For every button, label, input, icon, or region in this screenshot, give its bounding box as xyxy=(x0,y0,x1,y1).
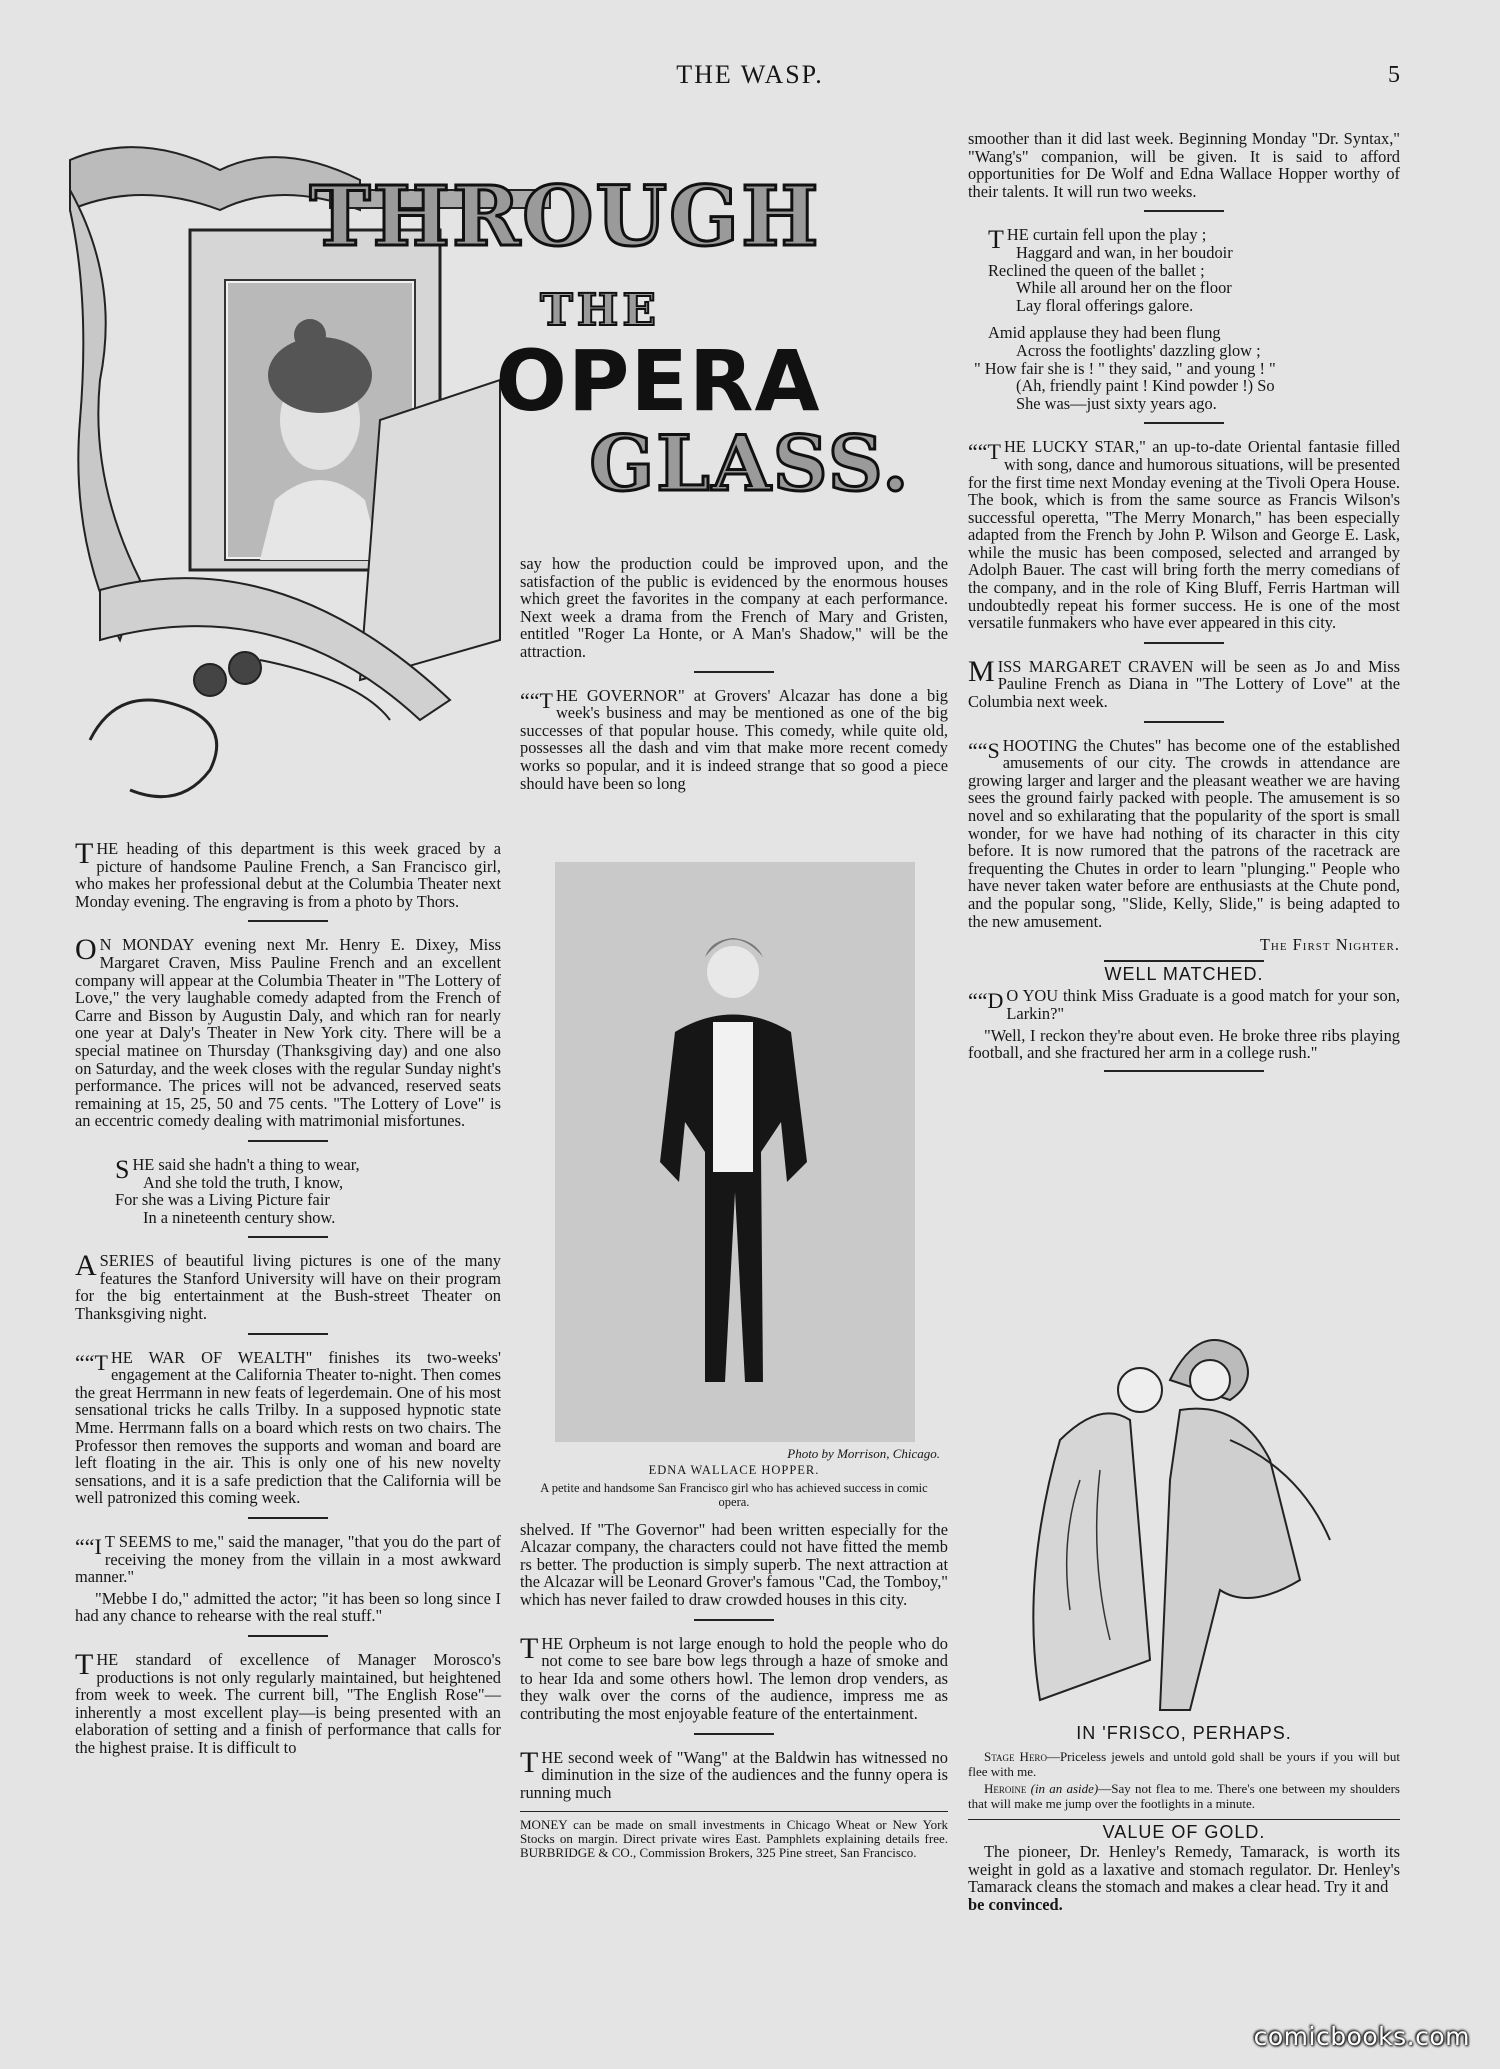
photo-edna-wallace-hopper xyxy=(555,862,915,1442)
heading-value-of-gold: VALUE OF GOLD. xyxy=(1102,1821,1266,1842)
illustration-frisco xyxy=(1000,1280,1360,1720)
poem-queen-of-ballet: THE curtain fell upon the play ; Haggard and wan, in her boudoir Reclined the queen of the ballet ; While all around her on the floor Lay floral offerings galore. Amid applause they had been flung Across the footlights' dazzling glow ; " How fair she is ! " they said, " and young ! " (Ah, friendly paint ! Kind powder !) So She was—just sixty years ago. xyxy=(974,225,1276,413)
title-the: THE xyxy=(540,285,660,336)
divider xyxy=(248,1517,328,1519)
illustration-caption: IN 'FRISCO, PERHAPS. xyxy=(1076,1723,1292,1743)
article-lucky-star: ““T HE LUCKY STAR," an up-to-date Oriental fantasie filled with song, dance and humorous situations, will be presented for the first time next Monday evening at the Tivoli Opera House. The book, which is from the same source as Francis Wilson's successful operetta, "The Merry Monarch," has been especially adapted from the French by John P. Wilson and George E. Lask, while the music has been composed, selected and arranged by Adolph Bauer. The cast will bring forth the merry comedians of the company, and in the role of King Bluff, Ferris Hartman will undoubtedly repeat his former success. He is one of the most versatile funmakers who have ever appeared in this city. xyxy=(968,437,1400,633)
divider xyxy=(694,671,774,673)
column-3-lower xyxy=(968,1725,1400,1914)
column-1 xyxy=(75,837,502,1761)
article-living-pictures: A SERIES of beautiful living pictures is one of the many features the Stanford University will have on their program for the big entertainment at the Bush-street Theater on Thanksgiving night. xyxy=(75,1249,501,1324)
photo-caption: A petite and handsome San Francisco girl who has achieved success in comic opera. xyxy=(540,1480,928,1509)
title-through: THROUGH xyxy=(309,169,821,265)
column-2 xyxy=(520,555,948,796)
anecdote-manager: ““I T SEEMS to me," said the manager, "that you do the part of receiving the money from the villain in a most awkward manner." xyxy=(75,1532,501,1587)
article-morosco: THE standard of excellence of Manager Morosco's productions is not only regularly maintained, but heightened from week to week. The current bill, "The English Rose"—inherently a most excellent play—is being presented with an elaboration of setting and a finish of performance that calls for the highest praise. It is difficult to xyxy=(75,1647,501,1757)
page-number: 5 xyxy=(1388,62,1400,88)
signature: The First Nighter. xyxy=(1259,935,1400,955)
article-margaret-craven: MISS MARGARET CRAVEN will be seen as Jo and Miss Pauline French as Diana in "The Lottery of Love" at the Columbia next week. xyxy=(968,654,1400,712)
divider xyxy=(248,920,328,922)
divider xyxy=(1144,210,1224,212)
article-morosco-cont: say how the production could be improved upon, and the satisfaction of the public is evidenced by the enormous houses which greet the favorites in the company at each performance. Next week a drama from the French of Mary and Gristen, entitled "Roger La Honte, or A Man's Shadow," will be the attraction. xyxy=(520,554,948,661)
article-pauline-french: THE heading of this department is this week graced by a picture of handsome Pauline French, a San Francisco girl, who makes her professional debut at the Columbia Theater next Monday evening. The engraving is from a photo by Thors. xyxy=(75,837,501,911)
article-the-governor: ““T HE GOVERNOR" at Grovers' Alcazar has done a big week's business and may be mentioned as one of the big successes of that popular house. This comedy, while quite old, possesses all the dash and vim that make more recent comedy works so popular, and it is indeed strange that so good a piece should have been so long xyxy=(520,685,948,793)
column-2-lower xyxy=(520,1445,948,1860)
article-wang: THE second week of "Wang" at the Baldwin has witnessed no diminution in the size of the audiences and the funny opera is running much xyxy=(520,1745,948,1802)
masthead: THE WASP. xyxy=(676,60,824,89)
article-lottery-of-love: O N MONDAY evening next Mr. Henry E. Dixey, Miss Margaret Craven, Miss Pauline French and an excellent company will appear at the Columbia Theater in "The Lottery of Love," the very laughable comedy adapted from the French of Carre and Bisson by Augustin Daly, and which ran for nearly one year at Daly's Theater in New York city. There will be a special matinee on Thursday (Thanksgiving day) and one also on Saturday, and the week closes with the regular Sunday night's performance. The prices will not be advanced, reserved seats remaining at 15, 25, 50 and 75 cents. "The Lottery of Love" is an eccentric comedy dealing with matrimonial misfortunes. xyxy=(75,933,501,1131)
photo-name: EDNA WALLACE HOPPER. xyxy=(648,1462,820,1477)
column-3 xyxy=(968,130,1400,1072)
divider xyxy=(248,1333,328,1335)
title-glass: GLASS. xyxy=(589,419,911,508)
article-shooting-chutes: ““S HOOTING the Chutes" has become one of the established amusements of our city. The crowds in attendance are growing larger and larger and the pleasant weather we are having sees the ground fairly packed with people. The amusement is so novel and so exhilarating that the popularity of the sport is small wonder, for we have had nothing of its character in this city before. It is now rumored that the patrons of the racetrack are frequenting the Chutes in order to learn "plunging." People who have never taken water before are enthusiasts at the Chute pond, and the popular song, "Slide, Kelly, Slide," is being adapted to the new amusement. xyxy=(968,735,1400,931)
heading-well-matched: WELL MATCHED. xyxy=(1104,963,1264,984)
advertisement-burbridge: MONEY can be made on small investments in Chicago Wheat or New York Stocks on margin. Direct private wires East. Pamphlets explaining details free. BURBRIDGE & CO., Commission Brokers, 325 Pine street, San Francisco. xyxy=(520,1811,948,1860)
divider xyxy=(694,1733,774,1735)
joke-well-matched-q: ““D O YOU think Miss Graduate is a good match for your son, Larkin?" xyxy=(968,986,1400,1023)
joke-well-matched-a: "Well, I reckon they're about even. He broke three ribs playing football, and she fractured her arm in a college rush." xyxy=(968,1025,1400,1063)
photo-credit: Photo by Morrison, Chicago. xyxy=(787,1446,940,1461)
title-opera: OPERA xyxy=(495,332,821,430)
portrait-figure xyxy=(555,862,915,1442)
divider xyxy=(1144,642,1224,644)
dialogue-heroine: Heroine (in an aside)—Say not flea to me. There's one between my shoulders that will make me jump over the footlights in a minute. xyxy=(968,1780,1400,1811)
dialogue-stage-hero: Stage Hero—Priceless jewels and untold gold shall be yours if you will but flee with me. xyxy=(968,1748,1400,1779)
advertisement-tamarack-end: be convinced. xyxy=(968,1894,1063,1914)
article-dr-syntax: smoother than it did last week. Beginning Monday "Dr. Syntax," "Wang's" companion, will be given. It is said to afford opportunities for De Wolf and Edna Wallace Hopper worthy of their talents. It will run two weeks. xyxy=(968,129,1400,201)
divider xyxy=(1104,960,1264,962)
article-governor-cont: shelved. If "The Governor" had been written especially for the Alcazar company, the characters could not have fitted the memb rs better. The production is simply superb. The next attraction at the Alcazar will be Leonard Grover's famous "Cad, the Tomboy," which has never failed to draw crowded houses in this city. xyxy=(520,1519,948,1609)
divider xyxy=(1144,422,1224,424)
article-war-of-wealth: ““T HE WAR OF WEALTH" finishes its two-weeks' engagement at the California Theater to-night. Then comes the great Herrmann in new feats of legerdemain. One of his most sensational tricks he calls Trilby. In a supposed hypnotic state Mme. Herrmann falls on a board which rests on two chairs. The Professor then removes the supports and woman and board are left floating in the air. This is only one of his new novelty sensations, and it is a safe prediction that the California will be well patronized this coming week. xyxy=(75,1347,502,1508)
advertisement-tamarack: The pioneer, Dr. Henley's Remedy, Tamarack, is worth its weight in gold as a laxative and stomach regulator. Dr. Henley's Tamarack cleans the stomach and makes a clear head. Try it and xyxy=(968,1842,1400,1897)
anecdote-actor: "Mebbe I do," admitted the actor; "it has been so long since I had any chance to rehearse with the real stuff." xyxy=(75,1588,501,1626)
divider xyxy=(248,1236,328,1238)
divider xyxy=(1104,1070,1264,1072)
divider xyxy=(248,1140,328,1142)
divider xyxy=(1144,721,1224,723)
poem-nothing-to-wear: SHE said she hadn't a thing to wear, And she told the truth, I know, For she was a Living Picture fair In a nineteenth century show. xyxy=(115,1154,360,1227)
divider xyxy=(694,1619,774,1621)
divider xyxy=(248,1635,328,1637)
watermark: comicbooks.com xyxy=(1253,2022,1470,2051)
article-orpheum: THE Orpheum is not large enough to hold the people who do not come to see bare bow legs through a haze of smoke and to hear Ida and some others howl. The lemon drop venders, as they walk over the corns of the audience, impress me as contributing the most enjoyable feature of the entertainment. xyxy=(520,1631,948,1723)
